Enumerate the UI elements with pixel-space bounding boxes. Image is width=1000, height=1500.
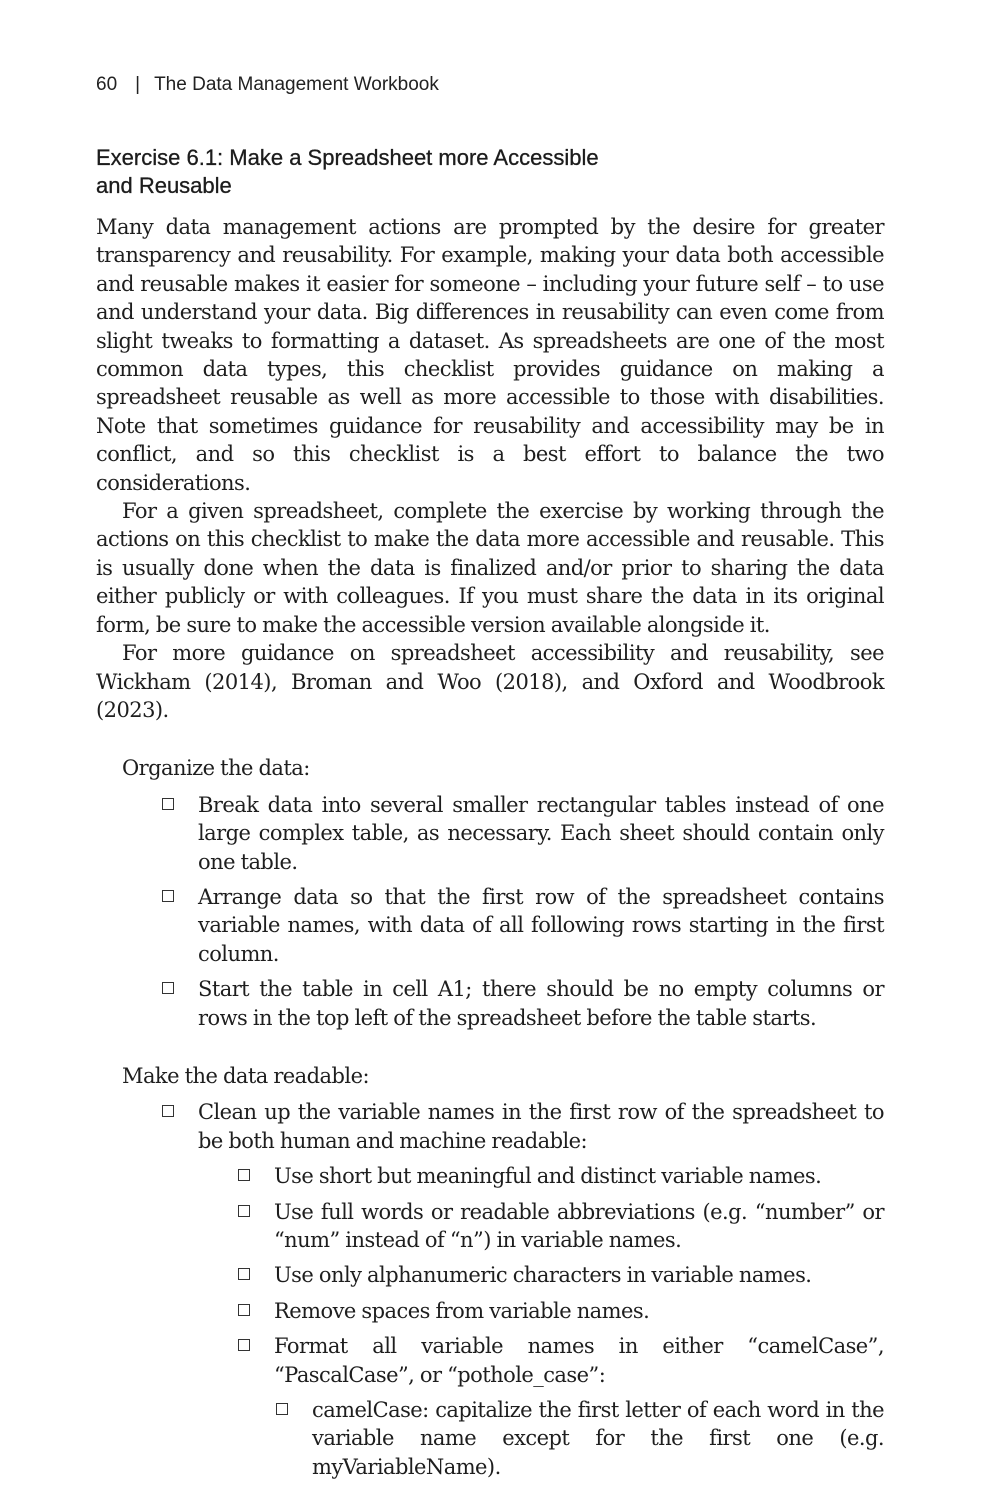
checkbox-icon[interactable] [276, 1403, 288, 1415]
intro-paragraph: Many data management actions are prompted by the desire for greater transparency and reusability. For example, making your data both accessible and reusable makes it easier for someone – including your future self – to use and understand your data. Big differences in reusability can even come from slight tweaks to formatting a dataset. As spreadsheets are one of the most common data types, this checklist provides guidance on making a spreadsheet reusable as well as more accessible to those with disabilities. Note that sometimes guidance for reusability and accessibility may be in conflict, and so this checklist is a best effort to balance the two considerations. [96, 215, 884, 495]
section-readable [122, 1062, 884, 1481]
section-label: Organize the data: [122, 756, 310, 781]
checkbox-icon[interactable] [162, 798, 174, 810]
sub-checklist-item-text: Use full words or readable abbreviations (e.g. “number” or “num” instead of “n”) in variable names. [274, 1199, 884, 1252]
sub-checklist-item [236, 1261, 884, 1289]
section-label: Make the data readable: [122, 1063, 369, 1088]
checkbox-icon[interactable] [238, 1268, 250, 1280]
checkbox-icon[interactable] [162, 982, 174, 994]
checklist [122, 791, 884, 1032]
body-text [96, 213, 884, 1488]
checklist-item [122, 1098, 884, 1481]
sub-sub-checklist-item-text: camelCase: capitalize the first letter of each word in the variable name except for the first one (e.g. myVariableName). [312, 1398, 884, 1479]
checkbox-icon[interactable] [238, 1205, 250, 1217]
sub-checklist-item [236, 1297, 884, 1325]
header-separator: | [135, 74, 141, 95]
checklist-item [122, 883, 884, 968]
references-paragraph: For more guidance on spreadsheet accessibility and reusability, see Wickham (2014), Broman and Woo (2018), and Oxford and Woodbrook (2023). [96, 641, 884, 722]
checklist-item [122, 791, 884, 876]
checkbox-icon[interactable] [238, 1339, 250, 1351]
checklist-item-text: Break data into several smaller rectangular tables instead of one large complex table, as necessary. Each sheet should contain only one table. [198, 792, 884, 874]
exercise-title [96, 144, 736, 200]
page-number: 60 [96, 74, 118, 95]
checklist-item-text: Arrange data so that the first row of the spreadsheet contains variable names, with data of all following rows starting in the first column. [198, 884, 884, 966]
running-head [96, 74, 439, 96]
exercise-title-line-2: and Reusable [96, 173, 232, 198]
checkbox-icon[interactable] [238, 1304, 250, 1316]
checkbox-icon[interactable] [162, 890, 174, 902]
sub-checklist-item [236, 1198, 884, 1255]
sub-checklist-item-text: Format all variable names in either “camelCase”, “PascalCase”, or “pothole_case”: [274, 1334, 884, 1387]
sub-checklist-item [236, 1162, 884, 1190]
sub-checklist-item-text: Use only alphanumeric characters in variable names. [274, 1263, 812, 1288]
exercise-title-line-1: Exercise 6.1: Make a Spreadsheet more Accessible [96, 145, 599, 170]
checklist-item-text: Clean up the variable names in the first row of the spreadsheet to be both human and machine readable: [198, 1100, 884, 1153]
checkbox-icon[interactable] [238, 1169, 250, 1181]
checklist-item-text: Start the table in cell A1; there should be no empty columns or rows in the top left of the spreadsheet before the table starts. [198, 977, 884, 1030]
sub-checklist-item [236, 1332, 884, 1481]
instructions-paragraph: For a given spreadsheet, complete the exercise by working through the actions on this checklist to make the data more accessible and reusable. This is usually done when the data is finalized and/or prior to sharing the data either publicly or with colleagues. If you must share the data in its original form, be sure to make the accessible version available alongside it. [96, 499, 884, 637]
sub-checklist-item-text: Use short but meaningful and distinct variable names. [274, 1164, 822, 1189]
checkbox-icon[interactable] [162, 1105, 174, 1117]
checklist [122, 1098, 884, 1481]
checklist-item [122, 975, 884, 1032]
section-organize [122, 754, 884, 1032]
book-title: The Data Management Workbook [154, 74, 439, 95]
sub-sub-checklist-item [274, 1396, 884, 1481]
sub-checklist [236, 1162, 884, 1481]
sub-checklist-item-text: Remove spaces from variable names. [274, 1298, 650, 1323]
sub-sub-checklist [274, 1396, 884, 1481]
